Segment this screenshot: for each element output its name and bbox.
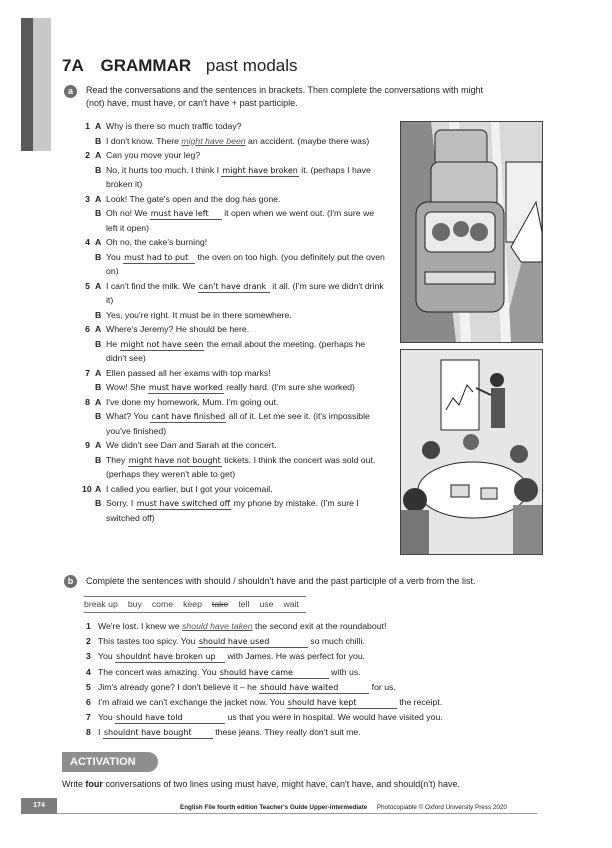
- dialogue-line-b: [82, 206, 387, 235]
- speaker-b: B: [95, 164, 102, 175]
- sentence-text: We're lost. I knew we: [98, 621, 183, 631]
- item-number: 8: [86, 727, 91, 738]
- instruction-line: (not) have, must have, or can't have + past participle.: [86, 97, 298, 108]
- speaker-b: B: [95, 498, 102, 508]
- page-title: [62, 56, 298, 76]
- example-answer: should have taken: [182, 621, 253, 631]
- line-text: No, it hurts too much. I think I: [106, 164, 222, 175]
- item-number: 6: [85, 324, 90, 334]
- section-b-instruction: Complete the sentences with should / shouldn't have and the past participle of a verb from the list.: [86, 576, 476, 586]
- sentence-text: Jim's already gone? I don't believe it – he: [98, 681, 260, 692]
- wordbox-bottom-line: [84, 612, 306, 613]
- line-text: an accident. (maybe there was): [245, 135, 370, 146]
- sentence-item: [86, 695, 526, 710]
- speaker-a: A: [95, 121, 102, 131]
- speaker-b: B: [95, 309, 102, 320]
- line-text: Yes, you're right. It must be in there somewhere.: [106, 309, 292, 320]
- line-text: it open when we went out. (I'm sure we left it open): [106, 208, 375, 233]
- sentence-item: [86, 710, 526, 725]
- speaker-a: A: [95, 324, 102, 334]
- section-b-badge: b: [64, 575, 77, 588]
- dialogue-line-a: [82, 482, 387, 497]
- dialogue-line-a: [82, 279, 387, 308]
- dialogue-line-a: [82, 322, 387, 337]
- line-text: the email about the meeting. (perhaps he didn't see): [106, 338, 366, 363]
- answer-blank: must have worked: [148, 383, 223, 392]
- speaker-b: B: [95, 251, 102, 262]
- footer-copyright: Photocopiable © Oxford University Press 2020: [376, 804, 507, 811]
- line-text: I've done my homework, Mum. I'm going out.: [106, 396, 279, 407]
- dialogue-line-b: [82, 250, 387, 279]
- answer-blank: might have not bought: [128, 455, 221, 465]
- item-number: 10: [82, 483, 92, 494]
- word-option: come: [151, 599, 174, 609]
- speaker-a: A: [95, 396, 102, 407]
- line-text: I called you earlier, but I got your voicemail.: [106, 483, 273, 494]
- word-option: wait: [283, 599, 299, 609]
- answer-blank: must had to put: [123, 252, 195, 264]
- sentence-item: [86, 680, 526, 695]
- line-text: Wow! She: [106, 382, 148, 392]
- line-text: Sorry. I: [106, 498, 136, 508]
- answer-blank: should have used: [198, 636, 308, 648]
- dialogue-line-a: [82, 366, 387, 381]
- line-text: it. (perhaps I have broken it): [106, 164, 371, 189]
- answer-blank: should have came: [219, 667, 329, 679]
- sentence-text: for us.: [369, 681, 396, 692]
- activation-label: ACTIVATION: [62, 752, 158, 772]
- speaker-b: B: [95, 135, 102, 146]
- speaker-a: A: [95, 237, 102, 247]
- answer-blank: must have left: [150, 208, 222, 220]
- section-a-instruction: [86, 84, 483, 109]
- line-text: the oven on too high. (you definitely put the oven on): [106, 251, 385, 276]
- answer-blank: should have kept: [287, 697, 397, 709]
- sentence-item: [86, 619, 526, 634]
- footer-book: English File fourth edition Teacher's Guide Upper-intermediate: [180, 804, 368, 811]
- sentence-text: these jeans. They really don't suit me.: [212, 727, 361, 738]
- example-answer: might have been: [181, 135, 246, 146]
- footer-rule: [57, 813, 537, 814]
- line-text: all of it. Let me see it. (it's impossible you've finished): [106, 411, 370, 436]
- dialogue-line-a: [82, 235, 387, 250]
- speaker-a: A: [95, 440, 102, 450]
- speaker-b: B: [95, 454, 102, 465]
- dialogue-line-a: [82, 395, 387, 410]
- sentence-item: [86, 665, 526, 680]
- activation-text-post: conversations of two lines using must have, might have, can't have, and should(n't) have.: [102, 779, 460, 789]
- activation-text: [62, 779, 460, 789]
- item-number: 7: [86, 712, 91, 723]
- speaker-a: A: [95, 483, 102, 494]
- item-number: 7: [85, 367, 90, 378]
- item-number: 8: [85, 396, 90, 407]
- item-number: 1: [85, 121, 90, 131]
- speaker-b: B: [95, 382, 102, 392]
- dialogue-line-b: [82, 409, 387, 438]
- speaker-b: B: [95, 208, 102, 218]
- dialogue-line-b: [82, 308, 387, 323]
- exercise-a-list: [82, 119, 387, 525]
- line-text: I can't find the milk. We: [106, 280, 198, 291]
- speaker-a: A: [95, 150, 102, 160]
- word-option: buy: [127, 599, 142, 609]
- dialogue-line-b: [82, 337, 387, 366]
- item-number: 5: [85, 280, 90, 291]
- sentence-text: You: [98, 712, 116, 723]
- answer-blank: shouldnt have broken up: [115, 651, 225, 663]
- unit-topic: GRAMMAR: [100, 56, 192, 75]
- sentence-text: the receipt.: [396, 697, 443, 708]
- answer-blank: can't have drank: [198, 281, 270, 293]
- word-list: [84, 599, 299, 609]
- item-number: 1: [86, 621, 91, 631]
- sentence-text: This tastes too spicy. You: [98, 636, 198, 647]
- line-text: What? You: [106, 411, 151, 421]
- item-number: 2: [85, 150, 90, 160]
- item-number: 6: [86, 697, 91, 708]
- line-text: Where's Jeremy? He should be here.: [106, 324, 250, 334]
- speaker-b: B: [95, 411, 102, 421]
- item-number: 4: [85, 237, 90, 247]
- dialogue-line-b: [82, 163, 387, 192]
- footer: [180, 804, 507, 811]
- line-text: Oh no, the cake's burning!: [106, 237, 208, 247]
- line-text: Why is there so much traffic today?: [106, 121, 242, 131]
- item-number: 9: [85, 440, 90, 450]
- sentence-text: with James. He was perfect for you.: [225, 651, 366, 662]
- item-number: 5: [86, 681, 91, 692]
- answer-blank: shouldnt have bought: [103, 727, 213, 739]
- word-option: break up: [84, 599, 118, 609]
- meeting-illustration: [400, 349, 543, 555]
- speaker-a: A: [95, 280, 102, 291]
- item-number: 2: [86, 636, 91, 647]
- word-option: tell: [238, 599, 250, 609]
- word-option: use: [259, 599, 274, 609]
- answer-blank: might have broken: [222, 165, 298, 175]
- section-a-badge: a: [64, 85, 77, 98]
- exercise-b-list: [86, 619, 526, 741]
- unit-subtopic: past modals: [205, 56, 298, 75]
- side-tab-dark: [21, 18, 33, 151]
- sentence-text: us that you were in hospital. We would have visited you.: [225, 712, 443, 723]
- line-text: We didn't see Dan and Sarah at the concert.: [106, 440, 277, 450]
- line-text: tickets. I think the concert was sold out. (perhaps they weren't able to get): [106, 454, 376, 479]
- sentence-text: with us.: [328, 666, 361, 677]
- speaker-b: B: [95, 338, 102, 349]
- line-text: really hard. (I'm sure she worked): [223, 382, 355, 392]
- wordbox-top-line: [84, 596, 306, 597]
- item-number: 3: [86, 651, 91, 662]
- instruction-line: Read the conversations and the sentences in brackets. Then complete the conversations with might: [86, 85, 484, 95]
- line-text: Oh no! We: [106, 208, 150, 218]
- sentence-text: the second exit at the roundabout!: [252, 621, 387, 631]
- line-text: my phone by mistake. (I'm sure I switched off): [106, 498, 359, 523]
- sentence-item: [86, 725, 526, 740]
- sentence-item: [86, 634, 526, 649]
- item-number: 3: [85, 193, 90, 204]
- sentence-text: I'm afraid we can't exchange the jacket now. You: [98, 697, 287, 708]
- speaker-a: A: [95, 193, 102, 204]
- traffic-illustration: [400, 121, 543, 343]
- dialogue-line-b: [82, 496, 387, 525]
- speaker-a: A: [95, 367, 102, 378]
- answer-blank: must have switched off: [136, 499, 231, 508]
- answer-blank: should have told: [115, 712, 225, 724]
- line-text: it all. (I'm sure we didn't drink it): [106, 280, 384, 305]
- unit-code: 7A: [62, 56, 84, 75]
- dialogue-line-a: [82, 119, 387, 134]
- line-text: Can you move your leg?: [106, 150, 201, 160]
- dialogue-line-b: [82, 453, 387, 482]
- line-text: Ellen passed all her exams with top marks!: [106, 367, 271, 378]
- answer-blank: might not have seen: [120, 339, 204, 349]
- line-text: He: [106, 338, 120, 349]
- word-option: keep: [183, 599, 202, 609]
- answer-blank: should have waited: [259, 682, 369, 694]
- sentence-text: so much chilli.: [307, 636, 365, 647]
- activation-text-bold: four: [85, 779, 103, 789]
- word-option: take: [211, 599, 229, 609]
- sentence-item: [86, 649, 526, 664]
- line-text: They: [106, 454, 128, 465]
- dialogue-line-a: [82, 438, 387, 453]
- sentence-text: You: [98, 651, 116, 662]
- page-number: 174: [21, 798, 57, 814]
- item-number: 4: [86, 666, 91, 677]
- dialogue-line-b: [82, 134, 387, 149]
- dialogue-line-b: [82, 380, 387, 395]
- activation-text-pre: Write: [62, 779, 86, 789]
- sentence-text: The concert was amazing. You: [98, 666, 219, 677]
- dialogue-line-a: [82, 148, 387, 163]
- line-text: I don't know. There: [106, 135, 182, 146]
- dialogue-line-a: [82, 192, 387, 207]
- line-text: You: [106, 251, 124, 262]
- sentence-text: I: [98, 727, 103, 738]
- line-text: Look! The gate's open and the dog has gone.: [106, 193, 281, 204]
- answer-blank: cant have finished: [151, 412, 226, 421]
